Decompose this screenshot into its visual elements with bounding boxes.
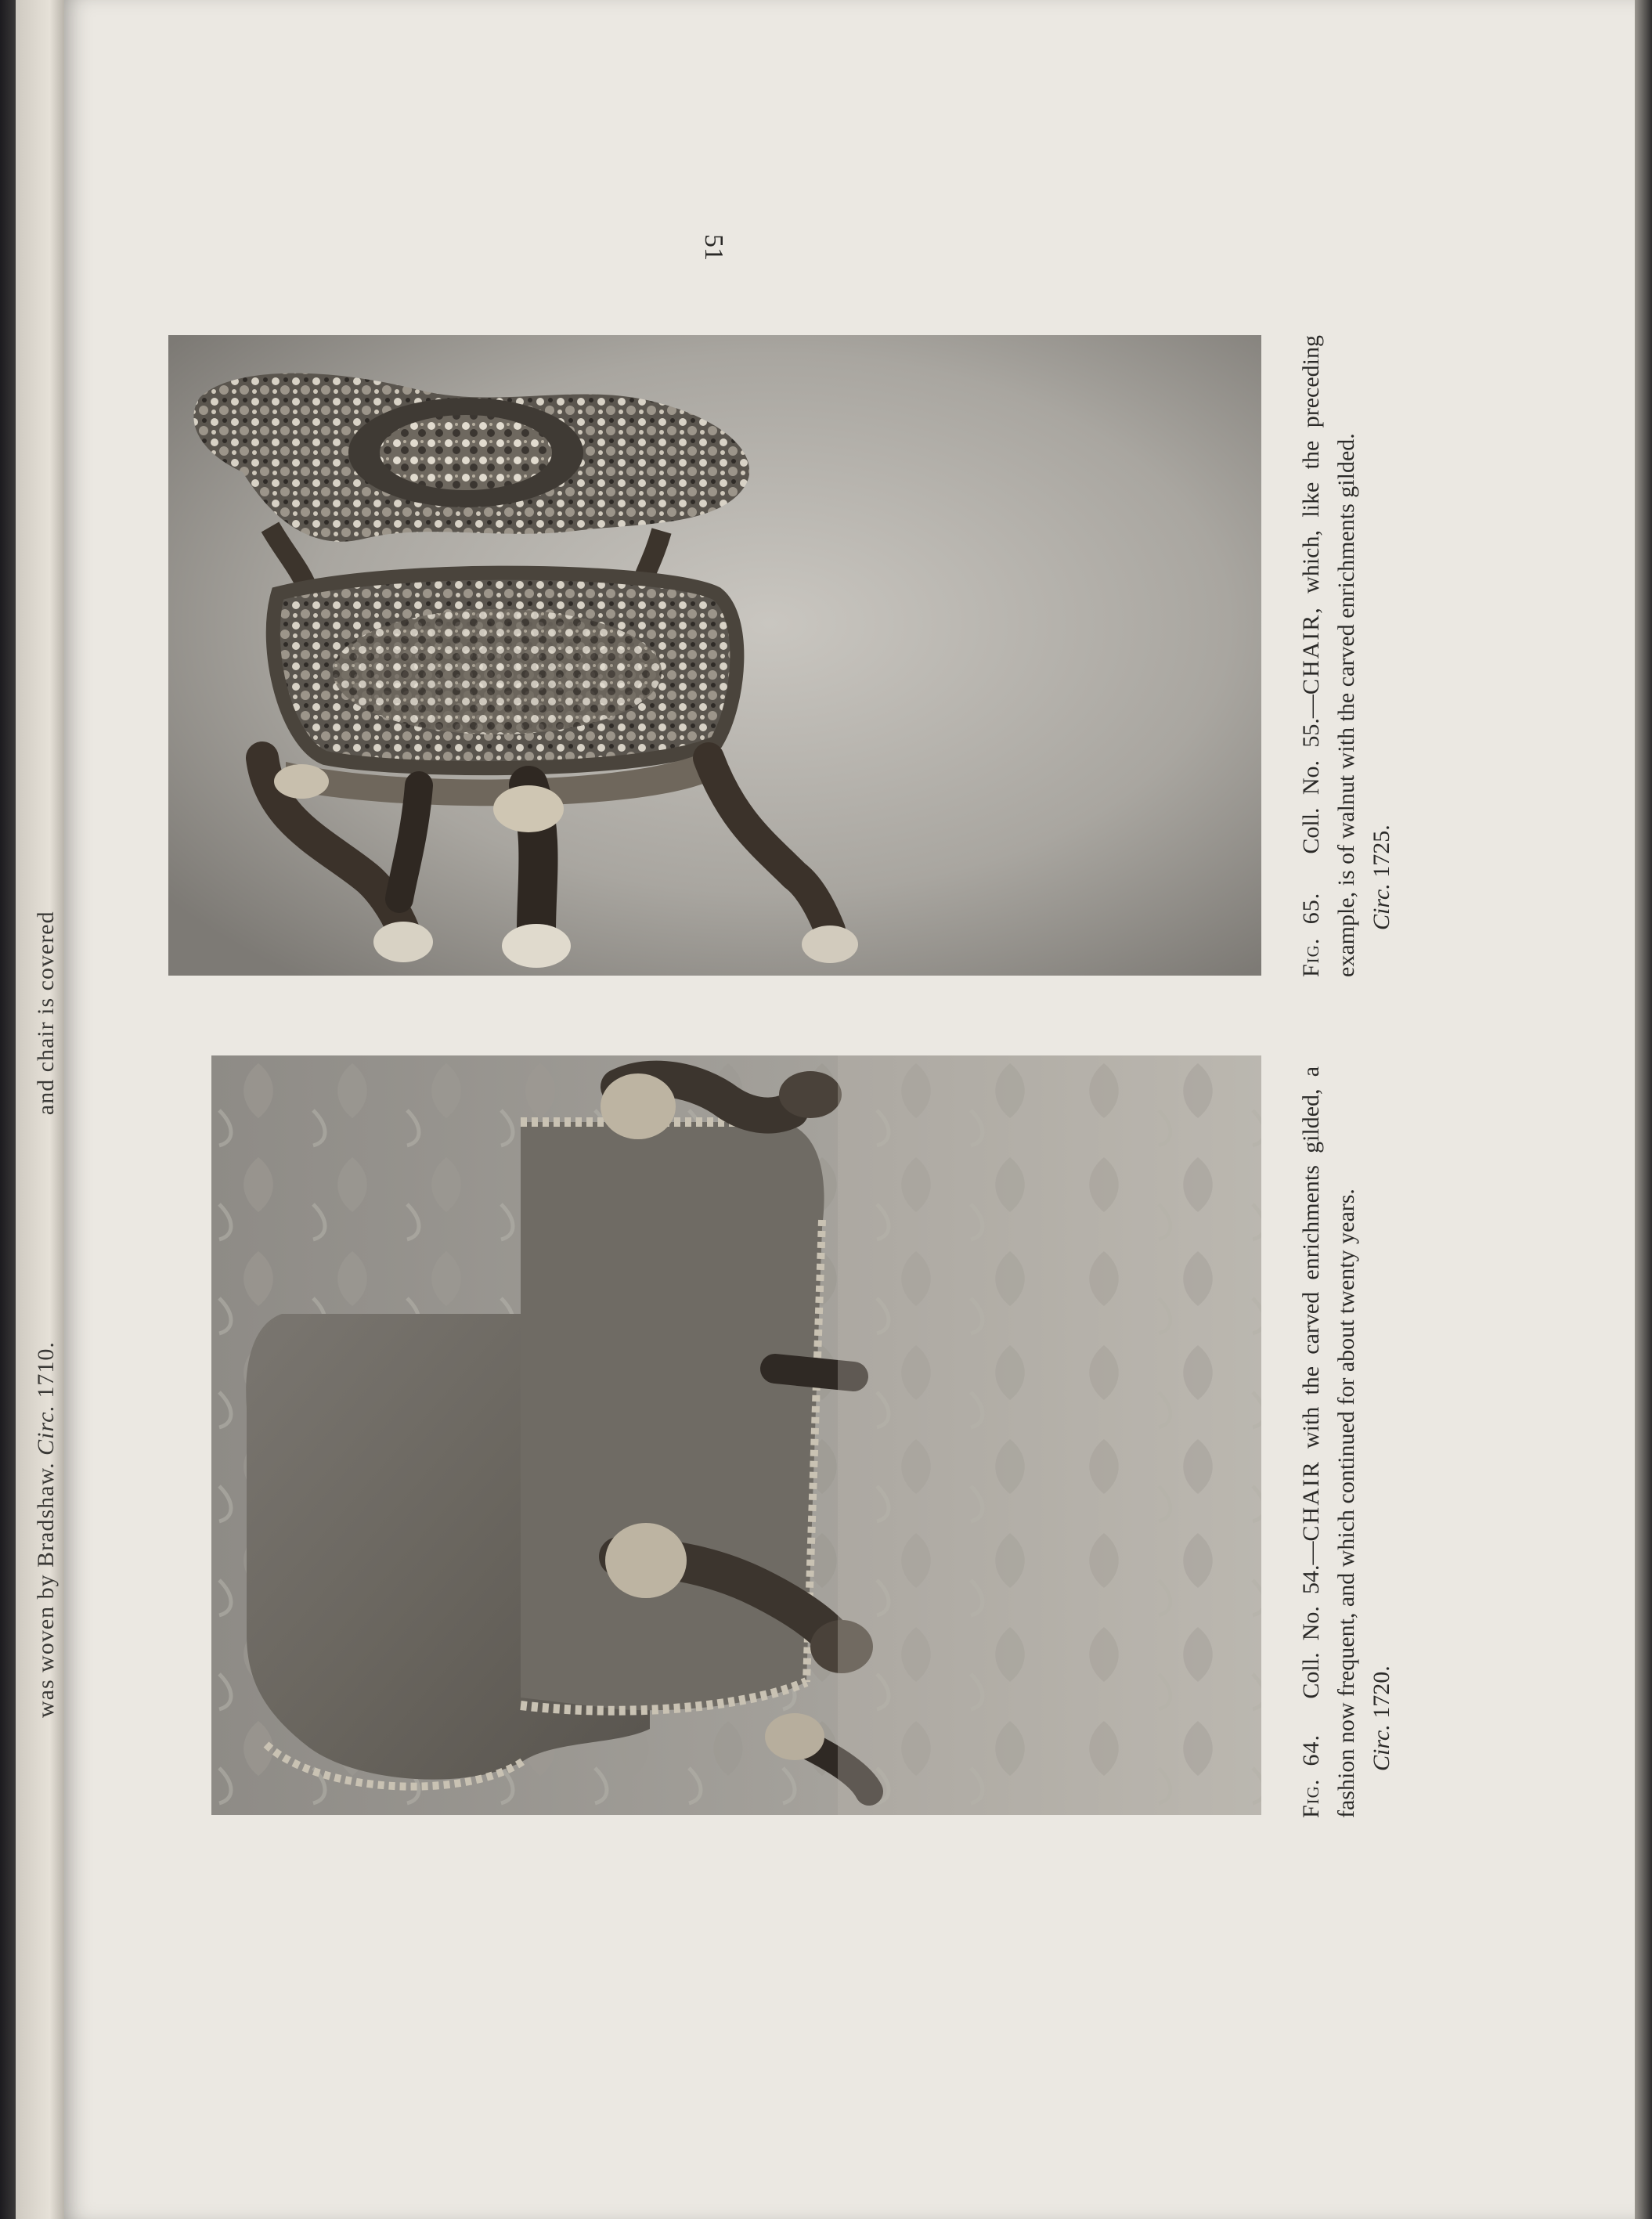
figure-65-name: CHAIR, [1298,606,1324,695]
figure-64-label: Fig. 64. [1298,1734,1324,1818]
figure-65-photo [168,335,1261,976]
figure-64-description: with the carved enrichments gilded, a fashion now frequent, and which continued for about twenty years. [1298,1066,1359,1818]
previous-page-trailing: and chair is covered [33,911,59,1116]
previous-page-circ-label: Circ. [33,1405,59,1456]
page-number: 51 [699,234,728,261]
figure-65-description: which, like the preceding example, is of walnut with the carved enrichments gilded. [1298,335,1359,977]
figure-65-label: Fig. 65. [1298,892,1324,977]
previous-page-edge [16,0,64,2219]
book-spine [0,0,16,2219]
figure-64-coll: Coll. No. 54.— [1298,1541,1324,1699]
previous-page-circ-year: 1710. [33,1341,59,1398]
figure-64-name: CHAIR [1298,1460,1324,1542]
figure-65-coll: Coll. No. 55.— [1298,695,1324,854]
page-right-edge [1635,0,1652,2219]
figure-64-circ-year: 1720. [1369,1665,1394,1719]
figure-65-circ-year: 1725. [1369,824,1394,878]
chair-tapestry-photo [168,335,1261,976]
previous-page-text [22,0,64,2219]
figure-64-caption [1293,1066,1399,1818]
figure-64-circ [1364,1066,1399,1818]
chair-leather-photo [211,1055,1261,1815]
previous-page-line: was woven by Bradshaw. [33,1462,59,1718]
figure-65-caption [1293,335,1399,977]
figure-65-circ [1364,335,1399,977]
figure-64-photo [211,1055,1261,1815]
figure-64-circ-label: Circ. [1369,1724,1394,1771]
figure-65-circ-label: Circ. [1369,883,1394,930]
